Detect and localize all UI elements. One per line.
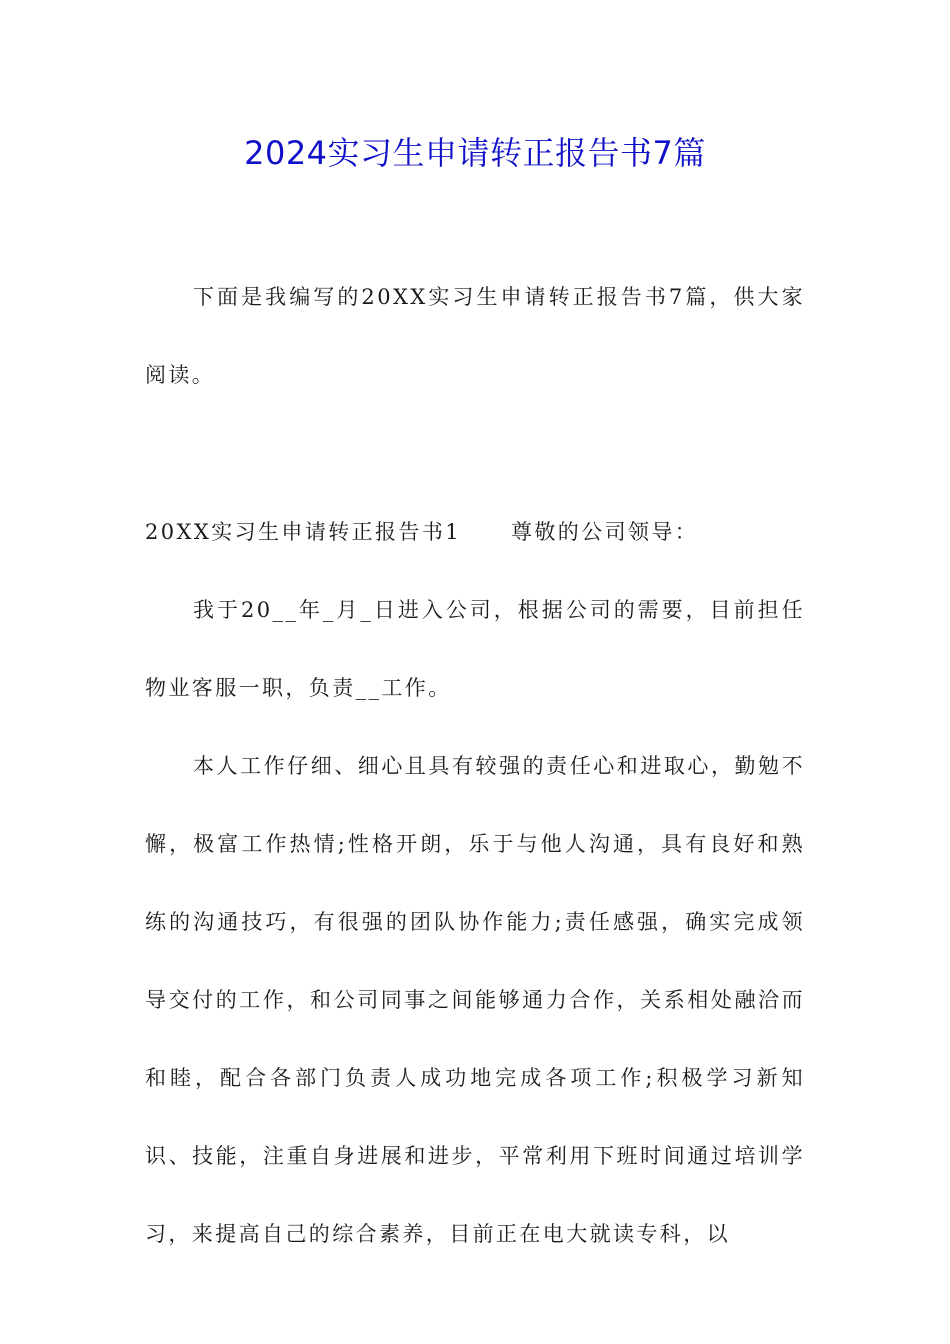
body-paragraph-1: 我于20__年_月_日进入公司，根据公司的需要，目前担任物业客服一职，负责__工作。	[145, 598, 805, 700]
document-body	[145, 258, 805, 1273]
salutation: 尊敬的公司领导：	[510, 520, 699, 544]
intro-paragraph: 下面是我编写的20XX实习生申请转正报告书7篇，供大家阅读。	[145, 285, 805, 387]
body-paragraph-2: 本人工作仔细、细心且具有较强的责任心和进取心，勤勉不懈，极富工作热情;性格开朗，乐于与他人沟通，具有良好和熟练的沟通技巧，有很强的团队协作能力;责任感强，确实完成领导交付的工作，和公司同事之间能够通力合作，关系相处融洽而和睦，配合各部门负责人成功地完成各项工作;积极学习新知识、技能，注重自身进展和进步，平常利用下班时间通过培训学习，来提高自己的综合素养，目前正在电大就读专科，以	[145, 754, 805, 1246]
document-title: 2024实习生申请转正报告书7篇	[244, 134, 706, 172]
section-heading: 20XX实习生申请转正报告书1	[145, 520, 461, 544]
section-heading-line	[145, 493, 805, 571]
